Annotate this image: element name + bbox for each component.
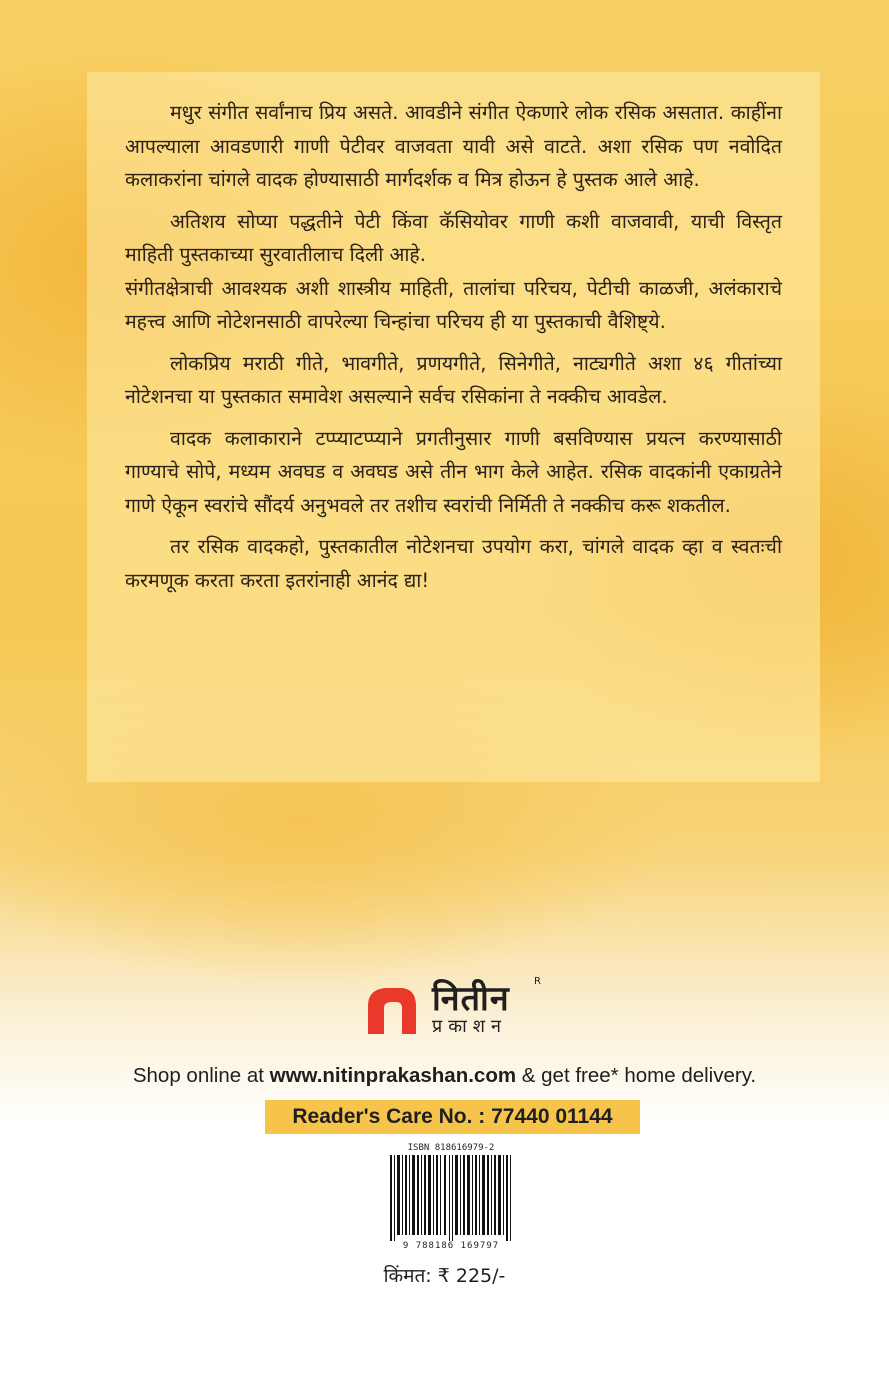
publisher-logo-icon	[364, 984, 420, 1036]
registered-mark: R	[534, 976, 541, 987]
readers-care-number: Reader's Care No. : 77440 01144	[265, 1100, 640, 1134]
shop-url-link[interactable]: www.nitinprakashan.com	[269, 1064, 517, 1087]
publisher-name: नितीन	[432, 979, 510, 1019]
blurb-paragraph-1: मधुर संगीत सर्वांनाच प्रिय असते. आवडीने संगीत ऐकणारे लोक रसिक असतात. काहींना आपल्याला आवडणारी गाणी पेटीवर वाजवता यावी असे वाटते. अशा रसिक पण नवोदित कलाकरांना चांगले वादक होण्यासाठी मार्गदर्शक व मित्र होऊन हे पुस्तक आले आहे.	[125, 101, 782, 191]
price-label: किंमत: ₹ 225/-	[383, 1265, 506, 1287]
blurb-paragraph-5: वादक कलाकाराने टप्प्याटप्प्याने प्रगतीनुसार गाणी बसविण्यास प्रयत्न करण्यासाठी गाण्याचे सोपे, मध्यम अवघड व अवघड असे तीन भाग केले आहेत. रसिक वादकांनी एकाग्रतेने गाणे ऐकून स्वरांचे सौंदर्य अनुभवले तर तशीच स्वरांची निर्मिती ते नक्कीच करू शकतील.	[125, 426, 782, 517]
publisher-logo	[364, 976, 564, 1040]
isbn-text: ISBN 818616979-2	[407, 1143, 495, 1153]
shop-online-line	[0, 1064, 889, 1088]
blurb-paragraph-2: अतिशय सोप्या पद्धतीने पेटी किंवा कॅसियोवर गाणी कशी वाजवावी, याची विस्तृत माहिती पुस्तकाच्या सुरवातीलाच दिली आहे.	[125, 209, 782, 266]
barcode-digits: 9 788186 169797	[402, 1241, 500, 1251]
isbn-barcode	[386, 1143, 516, 1255]
blurb-paragraph-4: लोकप्रिय मराठी गीते, भावगीते, प्रणयगीते, सिनेगीते, नाट्यगीते अशा ४६ गीतांच्या नोटेशनचा या पुस्तकात समावेश असल्याने सर्वच रसिकांना ते नक्कीच आवडेल.	[125, 351, 782, 408]
blurb-paragraph-3: संगीतक्षेत्राची आवश्यक अशी शास्त्रीय माहिती, तालांचा परिचय, पेटीची काळजी, अलंकाराचे महत्त्व आणि नोटेशनसाठी वापरेल्या चिन्हांचा परिचय ही या पुस्तकाची वैशिष्ट्ये.	[125, 276, 782, 333]
publisher-subtitle: प्रकाशन	[432, 1016, 507, 1037]
blurb-panel	[87, 72, 820, 782]
shop-suffix: & get free* home delivery.	[521, 1064, 757, 1087]
blurb-paragraph-6: तर रसिक वादकहो, पुस्तकातील नोटेशनचा उपयोग करा, चांगले वादक व्हा व स्वतःची करमणूक करता करता इतरांनाही आनंद द्या!	[125, 535, 782, 592]
shop-prefix: Shop online at	[132, 1064, 264, 1087]
barcode-bars-icon	[390, 1155, 512, 1241]
